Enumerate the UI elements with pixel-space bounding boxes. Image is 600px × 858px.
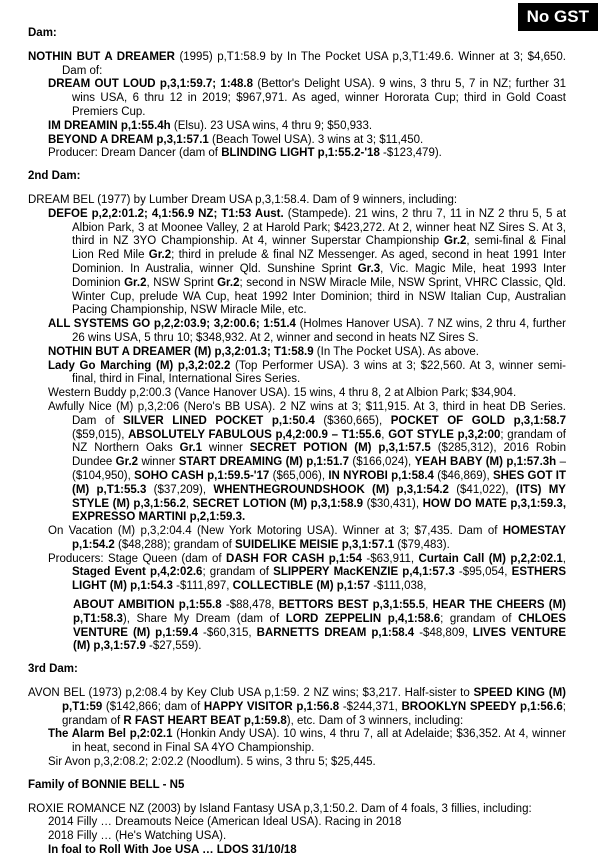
- text-run: (Top Performer USA). 3 wins at 3; $22,560. At 3, winner semi-final, third in Final, International Sires Series.: [72, 359, 566, 386]
- text-run: , semi-final & Final Lion Red Mile: [72, 235, 566, 262]
- text-run: ($285,312), 2016 Robin Dundee: [72, 442, 566, 469]
- bold-text-run: ESTHERS LIGHT (M) p,1:54.3: [72, 566, 566, 593]
- pedigree-paragraph: [0, 51, 566, 79]
- text-run: (Holmes Hanover USA). 7 NZ wins, 2 thru 4, further 26 wins USA, 5 thru 10; $348,932. At 2, winner and second in heats NZ Sires S.: [72, 318, 566, 344]
- bold-text-run: POCKET OF GOLD p,3,1:58.7: [390, 414, 567, 427]
- bold-text-run: BARNETTS DREAM p,1:58.4: [256, 626, 415, 639]
- pedigree-paragraph: [0, 147, 566, 161]
- text-run: -$27,559).: [145, 640, 202, 653]
- bold-text-run: Gr.2: [115, 456, 139, 469]
- bold-text-run: HEAR THE CHEERS (M) p,T1:58.3: [73, 599, 567, 625]
- pedigree-paragraph: [0, 553, 566, 594]
- bold-text-run: CHLOES VENTURE (M) p,1:59.4: [73, 612, 566, 639]
- text-run: ($37,209),: [146, 483, 214, 496]
- bold-text-run: DASH FOR CASH p,1:54: [226, 552, 362, 565]
- bold-text-run: COLLECTIBLE (M) p,1:57: [232, 580, 371, 593]
- text-run: On Vacation (M) p,3,2:04.4 (New York Motoring USA). Winner at 3; $7,435. Dam of: [48, 525, 503, 538]
- bold-text-run: Gr.2: [217, 276, 240, 289]
- text-run: ; third in prelude & final NZ Messenger. As aged, second in heat 1991 Inter Dominion. In Australia, winner Qld. Sunshine Sprint: [72, 249, 566, 275]
- bold-text-run: HOW DO MATE p,3,1:59.3, EXPRESSO MARTINI p,2,1:59.3.: [72, 497, 567, 524]
- bold-text-run: Lady Go Marching (M) p,3,2:02.2: [48, 359, 231, 372]
- text-run: ; grandam of NZ Northern Oaks: [72, 428, 566, 455]
- text-run: (Elsu). 23 USA wins, 4 thru 9; $50,933.: [170, 119, 373, 132]
- text-run: , NSW Sprint: [146, 276, 218, 289]
- text-run: Producers: Stage Queen (dam of: [48, 552, 227, 565]
- text-run: (1995) p,T1:58.9 by In The Pocket USA p,3,T1:49.6. Winner at 3; $4,650. Dam of:: [62, 50, 566, 77]
- bold-text-run: START DREAMING (M) p,1:51.7: [178, 456, 350, 469]
- text-run: ($30,431),: [363, 497, 423, 510]
- pedigree-paragraph: [0, 844, 566, 858]
- bold-text-run: IM DREAMIN p,1:55.4h: [48, 119, 171, 132]
- pedigree-paragraph: [0, 525, 566, 553]
- text-run: -$111,897,: [172, 580, 233, 593]
- bold-text-run: HOMESTAY p,1:54.2: [72, 525, 566, 551]
- text-run: ROXIE ROMANCE NZ (2003) by Island Fantasy USA p,3,1:50.2. Dam of 4 foals, 3 fillies, including:: [28, 802, 532, 815]
- pedigree-paragraph: [0, 387, 566, 401]
- text-run: ($41,022),: [448, 483, 516, 496]
- text-run: -$63,911,: [361, 552, 419, 565]
- bold-text-run: Gr.3: [357, 262, 381, 275]
- pedigree-section: [0, 779, 566, 858]
- text-run: Producer: Dream Dancer (dam of: [48, 147, 222, 160]
- bold-text-run: The Alarm Bel p,2:02.1: [48, 728, 173, 741]
- bold-text-run: ABOUT AMBITION p,1:55.8: [73, 599, 222, 612]
- pedigree-paragraph: [0, 318, 566, 346]
- pedigree-paragraph: [0, 687, 566, 728]
- pedigree-paragraph: [0, 816, 566, 830]
- bold-text-run: Curtain Call (M) p,2,2:02.1: [418, 552, 563, 565]
- bold-text-run: Staged Event p,4,2:02.6: [72, 566, 203, 579]
- text-run: (Stampede). 21 wins, 2 thru 7, 11 in NZ 2 thru 5, 5 at Albion Park, 3 at Moonee Valley, 2 at Harold Park; $423,272. At 2, winner heat NZ Sires S. At 3, third in NZ 3YO Championship. At 4, winner Superstar Championship: [72, 207, 567, 248]
- text-run: ; grandam of: [440, 612, 519, 625]
- text-run: (In The Pocket USA). As above.: [313, 345, 479, 358]
- text-run: ($59,015),: [72, 428, 129, 441]
- bold-text-run: DREAM OUT LOUD p,3,1:59.7; 1:48.8: [48, 78, 254, 91]
- pedigree-section: [0, 663, 566, 770]
- bold-text-run: NOTHIN BUT A DREAMER (M) p,3,2:01.3; T1:58.9: [48, 345, 314, 358]
- text-run: ; grandam of: [62, 700, 566, 727]
- no-gst-badge: No GST: [518, 3, 598, 31]
- text-run: Awfully Nice (M) p,3,2:06 (Nero's BB USA). 2 NZ wins at 3; $11,915. At 3, third in heat DB Series. Dam of: [48, 400, 566, 427]
- bold-text-run: SPEED KING (M) p,T1:59: [62, 687, 566, 713]
- text-run: -$123,479).: [379, 147, 442, 160]
- text-run: Western Buddy p,2:00.3 (Vance Hanover USA). 15 wins, 4 thru 8, 2 at Albion Park; $34,904.: [48, 387, 517, 400]
- bold-text-run: NOTHIN BUT A DREAMER: [28, 50, 175, 63]
- bold-text-run: SOHO CASH p,1:59.5-'17: [134, 469, 270, 482]
- text-run: ($46,869),: [433, 469, 493, 482]
- bold-text-run: Gr.2: [148, 249, 172, 262]
- text-run: -$88,478,: [221, 599, 279, 612]
- document-body: [0, 27, 600, 858]
- text-run: -$48,809,: [414, 626, 473, 639]
- text-run: , Vic. Magic Mile, heat 1993 Inter Dominion: [72, 262, 566, 289]
- bold-text-run: BROOKLYN SPEEDY p,1:56.6: [401, 700, 563, 713]
- text-run: ($360,665),: [314, 414, 391, 427]
- bold-text-run: ALL SYSTEMS GO p,2,2:03.9; 3,2:00.6; 1:51.4: [48, 318, 296, 331]
- text-run: ), etc. Dam of 3 winners, including:: [286, 714, 464, 727]
- section-heading: 3rd Dam:: [28, 663, 78, 676]
- pedigree-paragraph: [0, 803, 566, 817]
- bold-text-run: YEAH BABY (M) p,1:57.3h: [414, 456, 557, 469]
- text-run: ,: [562, 552, 566, 565]
- pedigree-paragraph: [0, 830, 566, 844]
- section-heading: Dam:: [28, 27, 57, 39]
- text-run: (Honkin Andy USA). 10 wins, 4 thru 7, all at Adelaide; $36,352. At 4, winner in heat, second in Final SA 4YO Championship.: [72, 728, 566, 755]
- pedigree-section: [0, 27, 566, 161]
- bold-text-run: (ITS) MY STYLE (M) p,3,1:56.2: [72, 483, 566, 510]
- bold-text-run: SILVER LINED POCKET p,1:50.4: [123, 414, 315, 427]
- text-run: ), Share My Dream (dam of: [122, 612, 286, 625]
- pedigree-paragraph: [0, 120, 566, 134]
- section-heading: 2nd Dam:: [28, 170, 81, 183]
- pedigree-paragraph: [0, 756, 566, 770]
- text-run: winner: [138, 456, 179, 469]
- bold-text-run: WHENTHEGROUNDSHOOK (M) p,3,1:54.2: [213, 483, 449, 496]
- text-run: (Bettor's Delight USA). 9 wins, 3 thru 5, 7 in NZ; further 31 wins USA, 6 thru 12 in 2019; $967,971. As aged, winner Hororata Cup; third in Gold Coast Premiers Cup.: [72, 78, 566, 118]
- pedigree-paragraph: [0, 194, 566, 208]
- bold-text-run: IN NYROBI p,1:58.4: [328, 469, 434, 482]
- text-run: ,: [381, 428, 389, 441]
- text-run: winner: [202, 442, 250, 455]
- bold-text-run: Gr.2: [444, 235, 467, 248]
- pedigree-paragraph: [0, 346, 566, 360]
- bold-text-run: SECRET LOTION (M) p,3,1:58.9: [192, 497, 364, 510]
- bold-text-run: HAPPY VISITOR p,1:56.8: [203, 700, 340, 713]
- pedigree-paragraph: [0, 599, 566, 654]
- text-run: DREAM BEL (1977) by Lumber Dream USA p,3,1:58.4. Dam of 9 winners, including:: [28, 193, 458, 206]
- text-run: Sir Avon p,3,2:08.2; 2:02.2 (Noodlum). 5 wins, 3 thru 5; $25,445.: [48, 756, 376, 769]
- text-run: ($65,006),: [269, 469, 329, 482]
- text-run: (Beach Towel USA). 3 wins at 3; $11,450.: [208, 133, 424, 146]
- bold-text-run: Gr.1: [179, 442, 203, 455]
- bold-text-run: In foal to Roll With Joe USA … LDOS 31/10/18: [48, 844, 297, 857]
- bold-text-run: SECRET POTION (M) p,3,1:57.5: [249, 442, 431, 455]
- bold-text-run: ABSOLUTELY FABULOUS p,4,2:00.9 – T1:55.6: [128, 428, 382, 441]
- pedigree-paragraph: [0, 134, 566, 148]
- bold-text-run: BEYOND A DREAM p,3,1:57.1: [48, 133, 209, 146]
- bold-text-run: SUIDELIKE MEISIE p,3,1:57.1: [235, 538, 395, 551]
- section-heading: Family of BONNIE BELL - N5: [28, 778, 185, 791]
- text-run: -$95,054,: [454, 566, 512, 579]
- text-run: -$60,315,: [198, 626, 257, 639]
- pedigree-paragraph: [0, 360, 566, 388]
- text-run: ,: [425, 599, 433, 612]
- text-run: ($142,866; dam of: [102, 700, 204, 713]
- bold-text-run: LIVES VENTURE (M) p,3,1:57.9: [73, 626, 566, 653]
- pedigree-paragraph: [0, 78, 566, 119]
- text-run: –($104,950),: [72, 456, 566, 482]
- bold-text-run: DEFOE p,2,2:01.2; 4,1:56.9 NZ; T1:53 Aust.: [48, 207, 284, 220]
- pedigree-paragraph: [0, 401, 566, 525]
- bold-text-run: GOT STYLE p,3,2:00: [388, 428, 501, 441]
- text-run: ,: [185, 497, 193, 510]
- text-run: -$244,371,: [339, 700, 402, 713]
- bold-text-run: LORD ZEPPELIN p,4,1:58.6: [285, 612, 441, 625]
- bold-text-run: BLINDING LIGHT p,1:55.2-'18: [221, 147, 380, 160]
- bold-text-run: SLIPPERY MacKENZIE p,4,1:57.3: [273, 566, 455, 579]
- pedigree-paragraph: [0, 208, 566, 318]
- text-run: ($48,288); grandam of: [114, 538, 236, 551]
- text-run: AVON BEL (1973) p,2:08.4 by Key Club USA p,1:59. 2 NZ wins; $3,217. Half-sister to: [28, 687, 474, 700]
- text-run: ; second in NSW Miracle Mile, NSW Sprint, VHRC Classic, Qld. Winter Cup, prelude WA Cup, heat 1992 Inter Dominion; third in NSW Italian Cup, Australian Pacing Championship, NSW Miracle Mile, etc.: [72, 276, 566, 317]
- text-run: ($79,483).: [394, 538, 450, 551]
- bold-text-run: R FAST HEART BEAT p,1:59.8: [123, 714, 287, 727]
- bold-text-run: SHES GOT IT (M) p,T1:55.3: [72, 469, 566, 496]
- text-run: ; grandam of: [202, 566, 274, 579]
- text-run: 2018 Filly … (He's Watching USA).: [48, 830, 227, 843]
- bold-text-run: Gr.2: [124, 276, 147, 289]
- text-run: ($166,024),: [349, 456, 415, 469]
- text-run: -$111,038,: [370, 580, 427, 593]
- text-run: 2014 Filly … Dreamouts Neice (American Ideal USA). Racing in 2018: [48, 816, 402, 829]
- pedigree-section: [0, 170, 566, 654]
- bold-text-run: BETTORS BEST p,3,1:55.5: [278, 599, 426, 612]
- pedigree-paragraph: [0, 728, 566, 756]
